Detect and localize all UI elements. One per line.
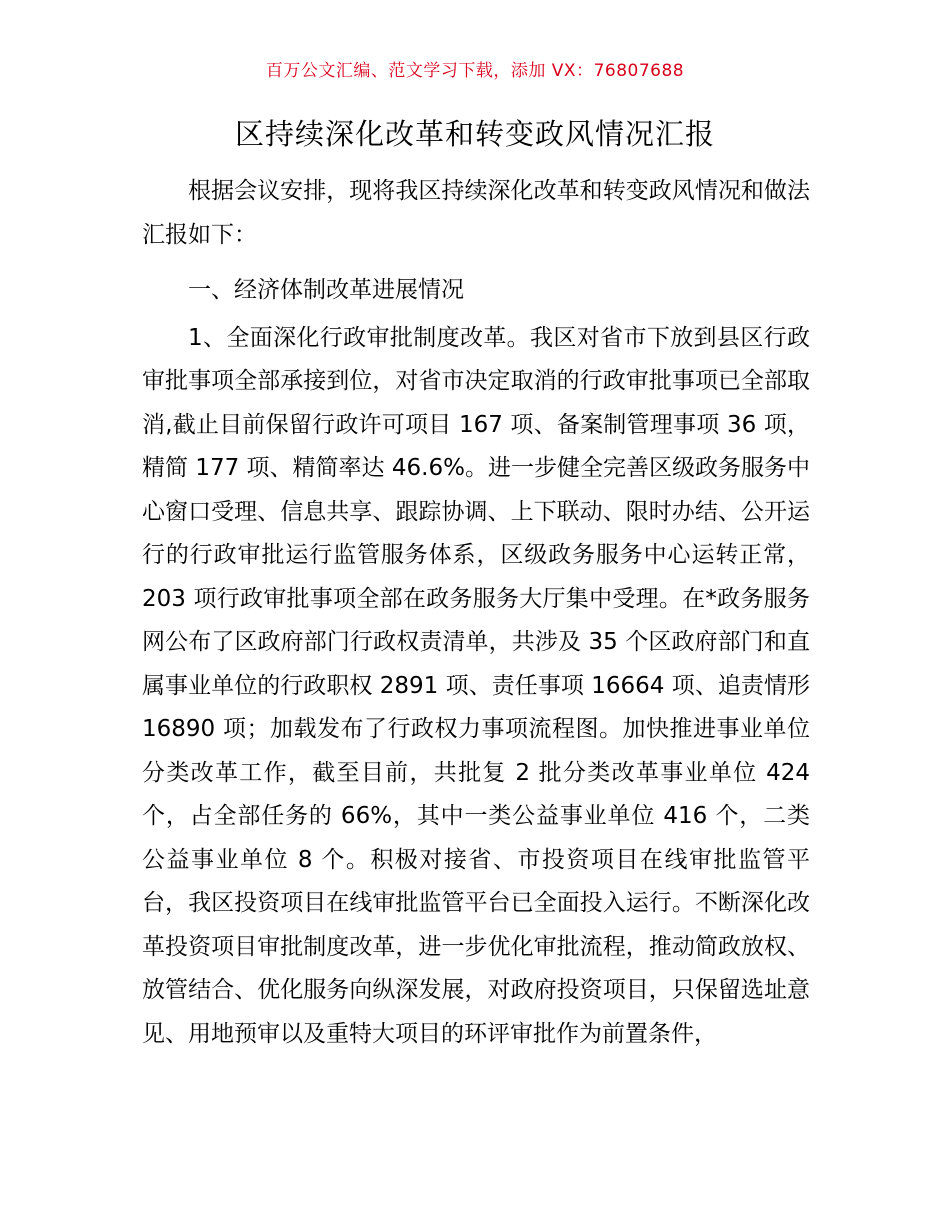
body-paragraph: 1、全面深化行政审批制度改革。我区对省市下放到县区行政审批事项全部承接到位，对省市决定取消的行政审批事项已全部取消,截止目前保留行政许可项目 167 项、备案制管理事项 36 项，精简 177 项、精简率达 46.6%。进一步健全完善区级政务服务中心窗口受理、信息共享、跟踪协调、上下联动、限时办结、公开运行的行政审批运行监管服务体系，区级政务服务中心运转正常，203 项行政审批事项全部在政务服务大厅集中受理。在*政务服务网公布了区政府部门行政权责清单，共涉及 35 个区政府部门和直属事业单位的行政职权 2891 项、责任事项 16664 项、追责情形 16890 项；加载发布了行政权力事项流程图。加快推进事业单位分类改革工作，截至目前，共批复 2 批分类改革事业单位 424 个，占全部任务的 66%，其中一类公益事业单位 416 个，二类公益事业单位 8 个。积极对接省、市投资项目在线审批监管平台，我区投资项目在线审批监管平台已全面投入运行。不断深化改革投资项目审批制度改革，进一步优化审批流程，推动简政放权、放管结合、优化服务向纵深发展，对政府投资项目，只保留选址意见、用地预审以及重特大项目的环评审批作为前置条件， [142, 324, 810, 1047]
intro-paragraph: 根据会议安排，现将我区持续深化改革和转变政风情况和做法汇报如下： [142, 178, 810, 248]
document-title: 区持续深化改革和转变政风情况汇报 [234, 117, 715, 151]
document-body [142, 170, 810, 1056]
section-heading: 一、经济体制改革进展情况 [188, 277, 464, 303]
promo-header: 百万公文汇编、范文学习下载，添加 VX：76807688 [265, 61, 685, 81]
